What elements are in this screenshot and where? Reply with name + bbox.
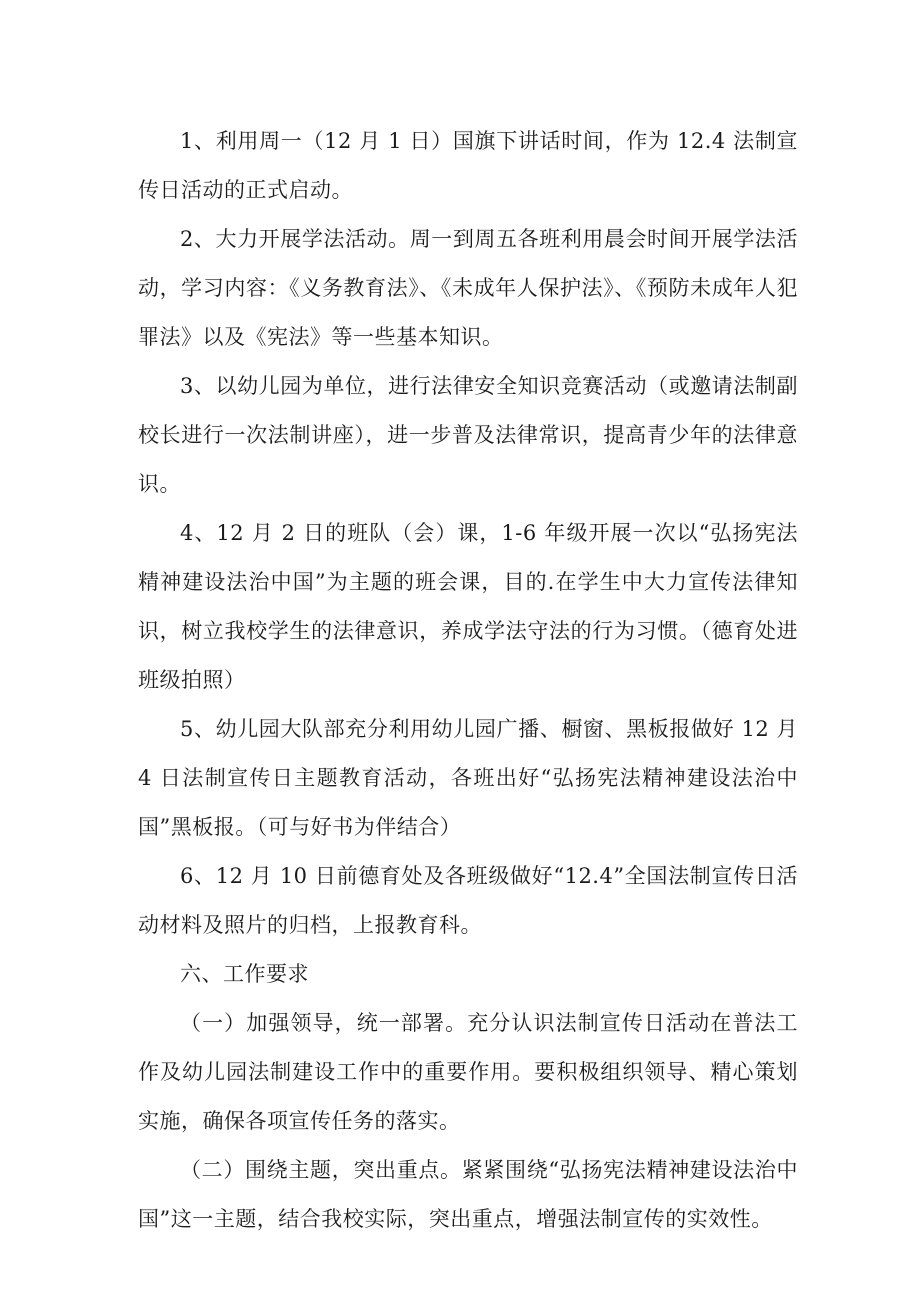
- list-item-6: 6、12 月 10 日前德育处及各班级做好“12.4”全国法制宣传日活动材料及照片的归档，上报教育科。: [138, 864, 798, 937]
- list-item-1: 1、利用周一（12 月 1 日）国旗下讲话时间，作为 12.4 法制宣传日活动的正式启动。: [138, 129, 798, 202]
- requirement-1: （一）加强领导，统一部署。充分认识法制宣传日活动在普法工作及幼儿园法制建设工作中的重要作用。要积极组织领导、精心策划实施，确保各项宣传任务的落实。: [138, 1011, 798, 1133]
- requirement-2: （二）围绕主题，突出重点。紧紧围绕“弘扬宪法精神建设法治中国”这一主题，结合我校实际，突出重点，增强法制宣传的实效性。: [138, 1158, 798, 1231]
- list-item-4: 4、12 月 2 日的班队（会）课，1-6 年级开展一次以“弘扬宪法精神建设法治中国”为主题的班会课，目的.在学生中大力宣传法律知识，树立我校学生的法律意识，养成学法守法的行为习惯。（德育处进班级拍照）: [138, 521, 798, 692]
- list-item-2: 2、大力开展学法活动。周一到周五各班利用晨会时间开展学法活动，学习内容：《义务教育法》、《未成年人保护法》、《预防未成年人犯罪法》以及《宪法》等一些基本知识。: [138, 227, 798, 349]
- section-heading: 六、工作要求: [180, 962, 309, 986]
- list-item-5: 5、幼儿园大队部充分利用幼儿园广播、橱窗、黑板报做好 12 月 4 日法制宣传日主题教育活动，各班出好“弘扬宪法精神建设法治中国”黑板报。（可与好书为伴结合）: [138, 717, 798, 839]
- document-body: [138, 117, 798, 1244]
- list-item-3: 3、以幼儿园为单位，进行法律安全知识竞赛活动（或邀请法制副校长进行一次法制讲座），进一步普及法律常识，提高青少年的法律意识。: [138, 374, 798, 496]
